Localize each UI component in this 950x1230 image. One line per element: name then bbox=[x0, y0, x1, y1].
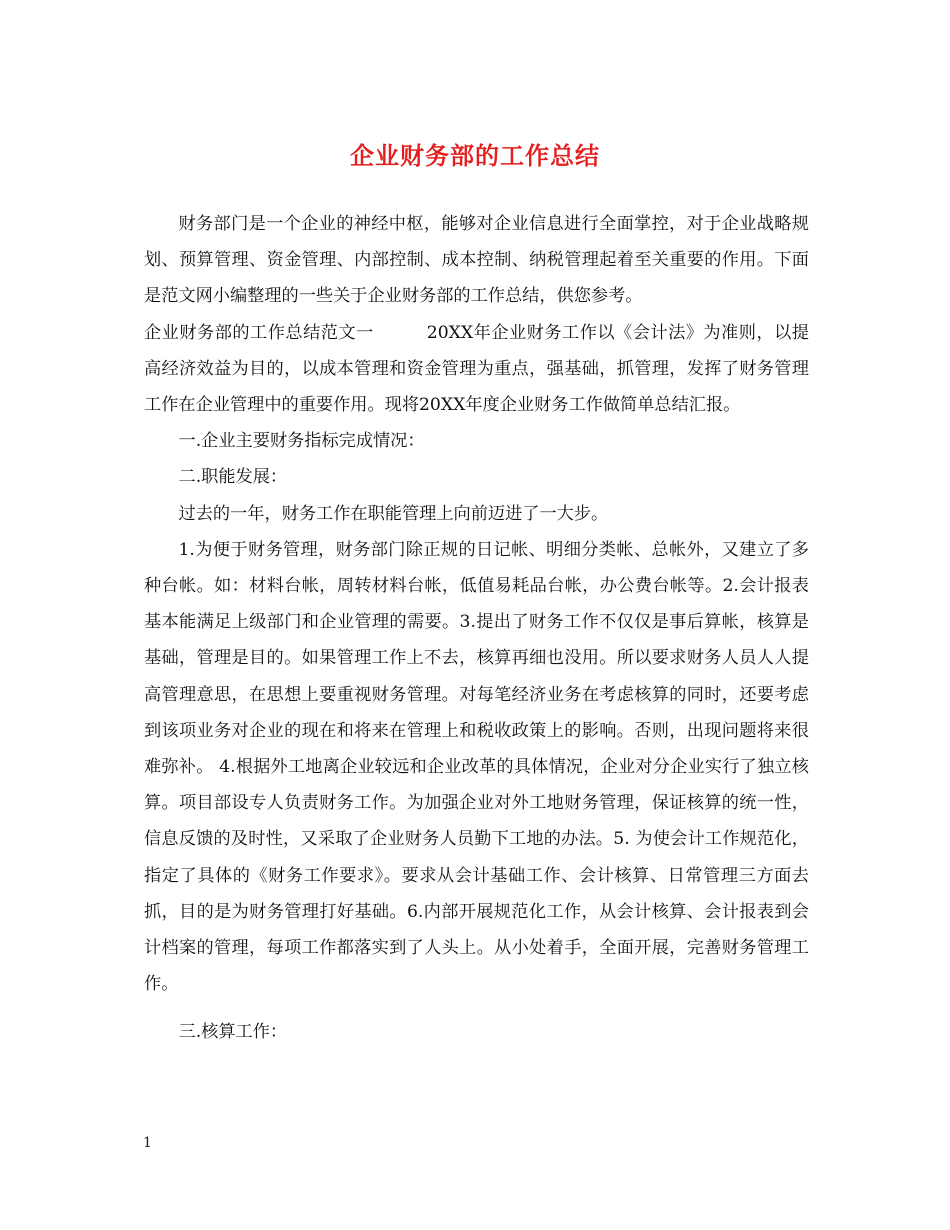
document-body bbox=[144, 206, 809, 1051]
paragraph: 过去的一年，财务工作在职能管理上向前迈进了一大步。 bbox=[178, 503, 609, 524]
section-heading: 一.企业主要财务指标完成情况： bbox=[178, 431, 425, 452]
page-number: 1 bbox=[143, 1135, 152, 1151]
section-heading: 三.核算工作： bbox=[178, 1022, 288, 1043]
paragraph: 企业财务部的工作总结范文一 20XX年企业财务工作以《会计法》为准则，以提高经济效益为目的，以成本管理和资金管理为重点，强基础，抓管理，发挥了财务管理工作在企业管理中的重要作用。现将20XX年度企业财务工作做简单总结汇报。 bbox=[144, 322, 809, 416]
section-heading: 二.职能发展： bbox=[178, 467, 288, 488]
document-title: 企业财务部的工作总结 bbox=[350, 141, 600, 170]
paragraph: 1.为便于财务管理，财务部门除正规的日记帐、明细分类帐、总帐外，又建立了多种台帐。如：材料台帐，周转材料台帐，低值易耗品台帐，办公费台帐等。2.会计报表基本能满足上级部门和企业管理的需要。3.提出了财务工作不仅仅是事后算帐，核算是基础，管理是目的。如果管理工作上不去，核算再细也没用。所以要求财务人员人人提高管理意思，在思想上要重视财务管理。对每笔经济业务在考虑核算的同时，还要考虑到该项业务对企业的现在和将来在管理上和税收政策上的影响。否则，出现问题将来很难弥补。 4.根据外工地离企业较远和企业改革的具体情况，企业对分企业实行了独立核算。项目部设专人负责财务工作。为加强企业对外工地财务管理，保证核算的统一性，信息反馈的及时性，又采取了企业财务人员勤下工地的办法。5. 为使会计工作规范化，指定了具体的《财务工作要求》。要求从会计基础工作、会计核算、日常管理三方面去抓，目的是为财务管理打好基础。6.内部开展规范化工作，从会计核算、会计报表到会计档案的管理，每项工作都落实到了人头上。从小处着手，全面开展，完善财务管理工作。 bbox=[144, 539, 809, 995]
paragraph: 财务部门是一个企业的神经中枢，能够对企业信息进行全面掌控，对于企业战略规划、预算管理、资金管理、内部控制、成本控制、纳税管理起着至关重要的作用。下面是范文网小编整理的一些关于企业财务部的工作总结，供您参考。 bbox=[144, 214, 809, 307]
